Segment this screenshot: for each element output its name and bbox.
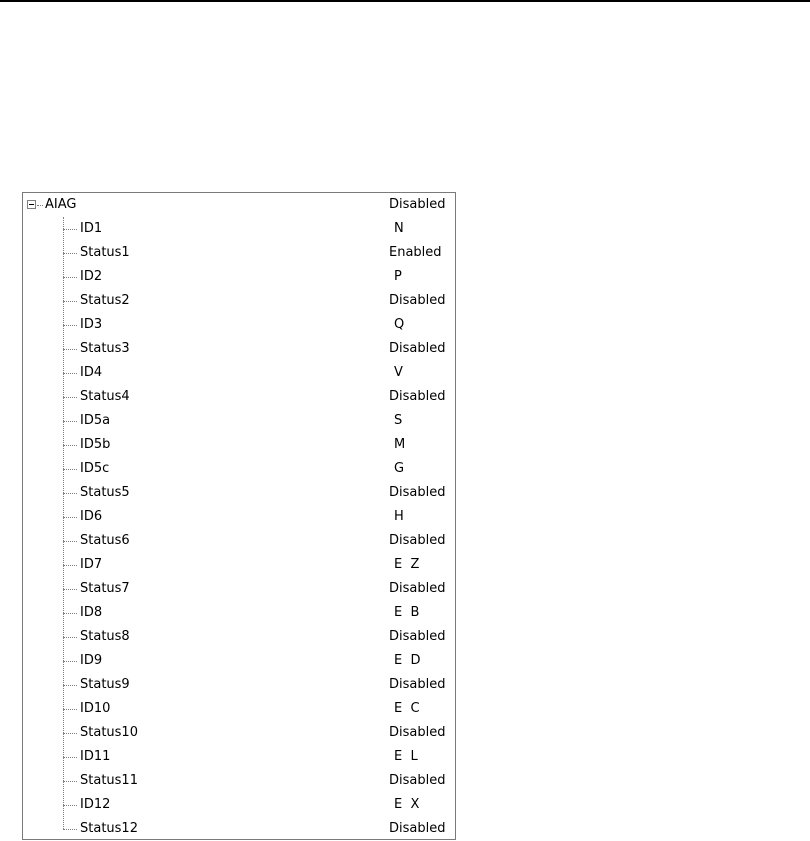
tree-connector xyxy=(63,349,77,350)
tree-node-label: Status9 xyxy=(80,677,130,692)
tree-node-label: ID2 xyxy=(80,269,103,284)
tree-connector xyxy=(63,685,77,686)
tree-node-label: ID3 xyxy=(80,317,103,332)
tree-node-label: ID6 xyxy=(80,509,103,524)
tree-node-status1[interactable] xyxy=(23,241,455,265)
tree-node-status5[interactable] xyxy=(23,481,455,505)
tree-node-value: Disabled xyxy=(389,773,446,788)
tree-node-label: ID5a xyxy=(80,413,111,428)
tree-node-id5c[interactable] xyxy=(23,457,455,481)
tree-node-value: P xyxy=(394,269,402,284)
tree-node-label: ID5b xyxy=(80,437,111,452)
tree-node-label: Status12 xyxy=(80,821,138,836)
tree-node-status9[interactable] xyxy=(23,673,455,697)
tree-connector xyxy=(63,301,77,302)
tree-node-id1[interactable] xyxy=(23,217,455,241)
tree-node-label: Status10 xyxy=(80,725,138,740)
tree-node-value: Disabled xyxy=(389,389,446,404)
tree-node-value: E L xyxy=(394,749,418,764)
tree-node-id6[interactable] xyxy=(23,505,455,529)
tree-node-value: E Z xyxy=(394,557,420,572)
tree-node-value: E X xyxy=(394,797,420,812)
tree-node-value: G xyxy=(394,461,405,476)
tree-connector xyxy=(63,637,77,638)
tree-node-value: M xyxy=(394,437,406,452)
tree-node-label: ID5c xyxy=(80,461,110,476)
tree-node-id8[interactable] xyxy=(23,601,455,625)
tree-node-id10[interactable] xyxy=(23,697,455,721)
tree-connector xyxy=(63,613,77,614)
tree-node-value: Disabled xyxy=(389,293,446,308)
tree-node-value: E D xyxy=(394,653,421,668)
tree-node-id3[interactable] xyxy=(23,313,455,337)
tree-node-value: Q xyxy=(394,317,405,332)
top-divider xyxy=(0,0,810,2)
tree-node-label: ID9 xyxy=(80,653,103,668)
tree-node-value: Disabled xyxy=(389,821,446,836)
tree-node-id9[interactable] xyxy=(23,649,455,673)
tree-connector xyxy=(63,469,77,470)
tree-node-label: Status2 xyxy=(80,293,130,308)
tree-node-label: Status11 xyxy=(80,773,138,788)
tree-connector xyxy=(63,325,77,326)
tree-node-value: H xyxy=(394,509,404,524)
tree-node-value: Disabled xyxy=(389,581,446,596)
tree-connector xyxy=(63,589,77,590)
tree-connector xyxy=(63,709,77,710)
tree-node-value: S xyxy=(394,413,403,428)
tree-connector xyxy=(63,757,77,758)
tree-node-id7[interactable] xyxy=(23,553,455,577)
tree-connector xyxy=(63,229,77,230)
tree-node-id11[interactable] xyxy=(23,745,455,769)
tree-node-label: Status7 xyxy=(80,581,130,596)
tree-connector xyxy=(63,805,77,806)
tree-node-id12[interactable] xyxy=(23,793,455,817)
tree-node-value: N xyxy=(394,221,404,236)
tree-node-status4[interactable] xyxy=(23,385,455,409)
tree-node-status6[interactable] xyxy=(23,529,455,553)
tree-connector xyxy=(63,541,77,542)
tree-node-value: Disabled xyxy=(389,677,446,692)
tree-connector xyxy=(63,397,77,398)
tree-node-label: Status8 xyxy=(80,629,130,644)
collapse-icon[interactable] xyxy=(27,200,36,209)
tree-connector xyxy=(63,373,77,374)
tree-node-label: Status6 xyxy=(80,533,130,548)
tree-connector xyxy=(63,421,77,422)
tree-connector xyxy=(37,205,43,206)
tree-node-label: ID8 xyxy=(80,605,103,620)
tree-node-value: Enabled xyxy=(389,245,442,260)
tree-node-label: ID4 xyxy=(80,365,103,380)
tree-node-status3[interactable] xyxy=(23,337,455,361)
tree-node-label: ID11 xyxy=(80,749,111,764)
tree-connector xyxy=(63,493,77,494)
tree-node-label: AIAG xyxy=(45,197,77,212)
tree-connector xyxy=(63,781,77,782)
tree-node-value: V xyxy=(394,365,403,380)
tree-node-label: ID1 xyxy=(80,221,103,236)
tree-node-status2[interactable] xyxy=(23,289,455,313)
tree-node-value: Disabled xyxy=(389,197,446,212)
tree-connector xyxy=(63,661,77,662)
tree-connector xyxy=(63,517,77,518)
tree-node-id5b[interactable] xyxy=(23,433,455,457)
tree-node-value: Disabled xyxy=(389,725,446,740)
tree-node-label: ID7 xyxy=(80,557,103,572)
tree-connector xyxy=(63,829,77,830)
tree-connector xyxy=(63,253,77,254)
tree-view[interactable] xyxy=(22,192,456,840)
tree-node-id5a[interactable] xyxy=(23,409,455,433)
tree-connector xyxy=(63,277,77,278)
tree-node-id2[interactable] xyxy=(23,265,455,289)
tree-node-id4[interactable] xyxy=(23,361,455,385)
tree-node-label: Status3 xyxy=(80,341,130,356)
tree-node-aiag[interactable] xyxy=(23,193,455,217)
tree-node-status10[interactable] xyxy=(23,721,455,745)
tree-node-status11[interactable] xyxy=(23,769,455,793)
tree-connector xyxy=(63,445,77,446)
tree-node-value: Disabled xyxy=(389,533,446,548)
tree-node-value: Disabled xyxy=(389,485,446,500)
tree-node-value: Disabled xyxy=(389,341,446,356)
tree-node-label: Status1 xyxy=(80,245,130,260)
tree-connector xyxy=(63,565,77,566)
tree-node-value: E C xyxy=(394,701,420,716)
tree-node-status8[interactable] xyxy=(23,625,455,649)
tree-node-value: Disabled xyxy=(389,629,446,644)
tree-node-status12[interactable] xyxy=(23,817,455,841)
tree-node-label: Status5 xyxy=(80,485,130,500)
tree-node-status7[interactable] xyxy=(23,577,455,601)
tree-node-value: E B xyxy=(394,605,420,620)
tree-node-label: ID10 xyxy=(80,701,111,716)
tree-node-label: Status4 xyxy=(80,389,130,404)
tree-node-label: ID12 xyxy=(80,797,111,812)
tree-connector xyxy=(63,733,77,734)
